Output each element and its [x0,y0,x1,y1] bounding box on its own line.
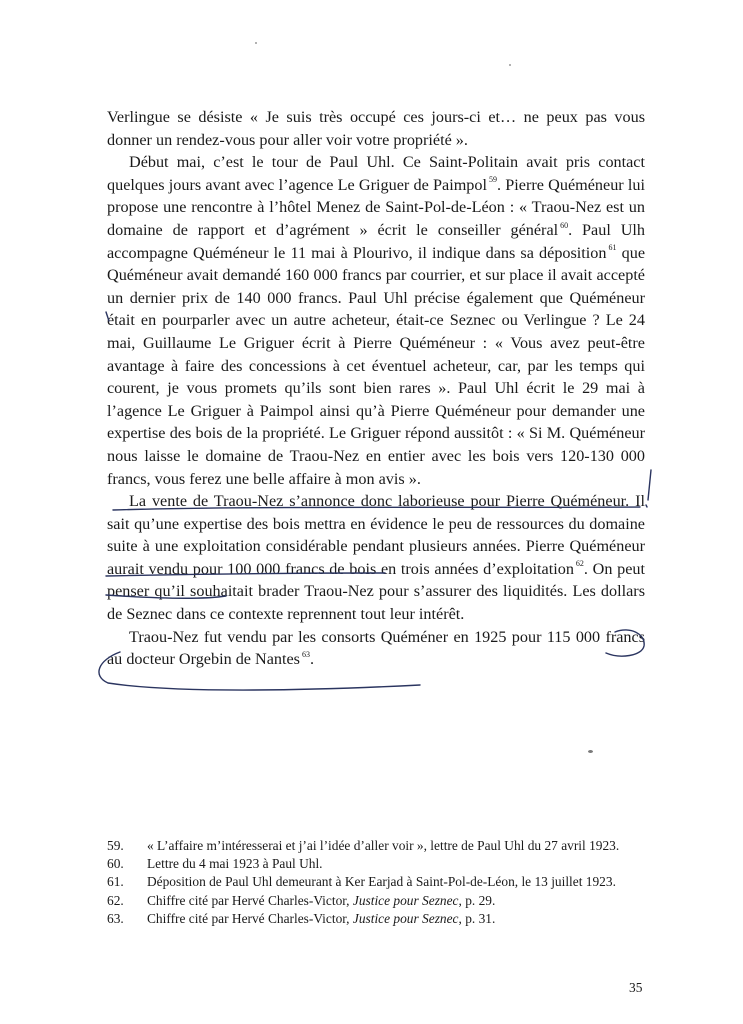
footnotes [107,837,667,928]
footnote-text-part: , p. 31. [458,910,496,926]
paragraph [107,106,645,151]
footnote-number: 60. [107,856,124,872]
scan-speck [509,64,511,66]
footnote-text [147,892,667,910]
paragraph-text: Verlingue se désiste « Je suis très occupé ces jours-ci et… ne peux pas vous donner un rendez-vous pour aller voir votre propriété ». [107,108,645,149]
footnote-text-part: Chiffre cité par Hervé Charles-Victor, [147,910,353,926]
footnote-number: 59. [107,838,124,853]
footnote-number: 62. [107,892,124,908]
footnote [107,855,667,873]
footnote-ref: 59 [489,175,497,185]
footnote-ref: 60 [560,220,569,230]
footnote-text-part: Chiffre cité par Hervé Charles-Victor, [147,892,353,908]
paragraph-text: La vente de Traou-Nez s’annonce donc laborieuse pour Pierre Quéméneur. Il sait qu’une expertise des bois mettra en évidence le peu de ressources du domaine suite à une exploitation considérable pendant plusieurs années. Pierre Quéméneur aurait vendu pour 100 000 francs de bois en trois années d’exploitation [107,492,645,578]
scan-speck [588,750,593,753]
footnote-text: « L’affaire m’intéresserai et j’ai l’idée d’aller voir », lettre de Paul Uhl du 27 avril 1923. [147,838,620,853]
paragraph [107,626,645,671]
footnote [107,910,667,928]
paragraph-text: . Pierre Quéméneur lui propose une rencontre à l’hôtel Menez de Saint-Pol-de-Léon : « Traou-Nez est un domaine de rapport et d’agrément » écrit le conseiller général [107,175,646,239]
paragraph-text: que Quéméneur avait demandé 160 000 francs par courrier, et sur place il avait accepté un dernier prix de 140 000 francs. Paul Uhl précise également que Quéméneur était en pourparler avec un autre acheteur, était-ce Seznec ou Verlingue ? Le 24 mai, Guillaume Le Griguer écrit à Pierre Quéméneur : « Vous avez peut-être avantage à faire des concessions à cet éventuel acheteur, car, par les temps qui courent, je vous promets qu’ils sont bien rares ». Paul Uhl écrit le 29 mai à l’agence Le Griguer à Paimpol ainsi qu’à Pierre Quéméneur pour demander une expertise des bois de la propriété. Le Griguer répond aussitôt : « Si M. Quéméneur nous laisse le domaine de Traou-Nez en entier avec les bois vers 120-130 000 francs, vous ferez une belle affaire à mon avis ». [107,243,645,488]
paragraph-text: Traou-Nez fut vendu par les consorts Quéméner en 1925 pour 115 000 francs au docteur Orgebin de Nantes [107,627,645,669]
paragraph-text: Début mai, c’est le tour de Paul Uhl. Ce Saint-Politain avait pris contact quelques jours avant avec l’agence Le Griguer de Paimpol [107,153,645,194]
body-text [107,106,645,671]
footnote-number: 63. [107,910,124,926]
footnote-text: Déposition de Paul Uhl demeurant à Ker Earjad à Saint-Pol-de-Léon, le 13 juillet 1923. [147,874,616,890]
exclamation-mark [648,470,651,500]
footnote [107,873,667,891]
book-title: Justice pour Seznec [352,910,459,926]
paragraph-text: . [310,650,315,669]
page-number: 35 [629,980,643,995]
paragraph [107,151,645,490]
footnote-ref: 61 [608,243,617,253]
book-title: Justice pour Seznec [352,892,459,908]
paragraph-text: . On peut penser qu’il souhaitait brader Traou-Nez pour s’assurer des liquidités. Les dollars de Seznec dans ce contexte reprennent tout leur intérêt. [107,559,645,624]
footnote-number: 61. [107,874,124,890]
footnote-ref: 62 [575,559,584,569]
footnote-ref: 63 [302,649,310,659]
footnote-text-part: , p. 29. [458,892,496,908]
footnote [107,892,667,910]
paragraph [107,490,645,626]
scan-speck [255,42,257,44]
exclamation-mark [646,505,647,507]
footnote-text: Lettre du 4 mai 1923 à Paul Uhl. [147,856,323,872]
footnote [107,837,667,855]
paragraph-text: . Paul Ulh accompagne Quéméneur le 11 mai à Plourivo, il indique dans sa déposition [107,220,645,262]
footnote-text [147,910,667,928]
